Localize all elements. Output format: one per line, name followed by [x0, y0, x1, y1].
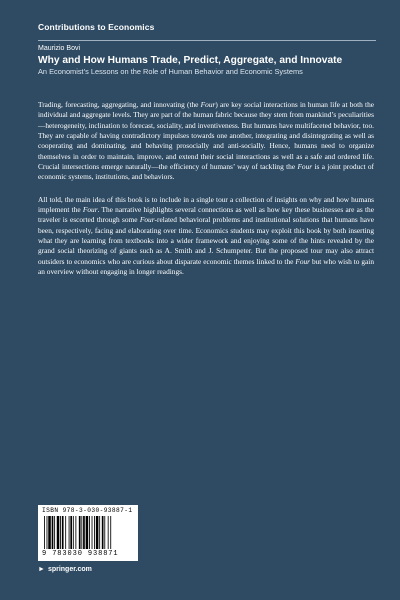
barcode-bar [69, 516, 70, 549]
barcode-bar [81, 516, 82, 549]
barcode-bar [110, 516, 111, 549]
italic-term: Four [82, 205, 98, 215]
barcode-bar [89, 516, 90, 549]
isbn-barcode [38, 505, 138, 561]
barcode-bar [73, 516, 74, 549]
italic-term: Four [139, 215, 155, 225]
barcode-bar [102, 516, 104, 549]
author-name: Maurizio Bovi [38, 45, 81, 52]
barcode-bar [62, 516, 64, 549]
barcode-bar [96, 516, 99, 549]
text-run: All told, the main idea of this book is to include in a single tour a collection of insights on why and how humans implement the [38, 194, 374, 215]
barcode-bar [92, 516, 93, 549]
barcode-bar [70, 516, 72, 549]
barcode-bar [104, 516, 105, 549]
book-meta [38, 44, 380, 77]
barcode-bar [44, 516, 45, 549]
text-run: . The narrative highlights several connections as well as how key these businesses are as the traveler is escorted through some [38, 205, 374, 225]
barcode-bar [60, 516, 61, 549]
text-run: Trading, forecasting, aggregating, and innovating (the [38, 100, 201, 109]
text-run: ) are key social interactions in human life at both the individual and aggregate levels. They are part of the human fabric because they stem from mankind’s peculiarities—heterogeneity, inclination to forecast, sociality, and inventiveness. But humans have multifaceted behavior, too. They are capable of having contradictory impulses towards one another, integrating and disintegrating as well as cooperating and dominating, and behaving prosocially and anti-socially. Hence, humans need to organize themselves in order to maintain, improve, and extend their social interactions as well as a safe and ordered life. Crucial intersections emerge naturally—the efficiency of humans’ way of tackling the [38, 100, 374, 172]
barcode-bar [79, 516, 81, 549]
italic-term: Four [200, 100, 216, 109]
publisher-url: springer.com [47, 566, 92, 573]
barcode-bar [57, 516, 60, 549]
isbn-digits: 9 783030 938871 [42, 550, 119, 558]
blurb-paragraph-1 [38, 100, 374, 183]
book-title: Why and How Humans Trade, Predict, Aggregate, and Innovate [38, 55, 343, 66]
blurb-paragraph-2 [38, 195, 374, 278]
barcode-bar [65, 516, 66, 549]
arrow-right-icon: ► [38, 566, 45, 573]
barcode-bar [52, 516, 54, 549]
blurb [38, 100, 374, 290]
series-header [38, 22, 380, 32]
publisher-link[interactable] [38, 566, 92, 573]
barcode-bar [99, 516, 100, 549]
barcode-bar [75, 516, 76, 549]
header-divider [38, 40, 376, 41]
barcode-bar [94, 516, 95, 549]
text-run: -related behavioral problems and institutional solutions that humans have been, respectively, facing and elaborating over time. Economics students may exploit this book by both inserting what they are learning from textbooks into a wider framework and enjoying some of the hints revealed by the grand social theorizing of giants such as A. Smith and J. Schumpeter. But the proposed tour may also attract outsiders to economics who are curious about disparate economic themes linked to the [38, 215, 374, 266]
italic-term: Four [295, 256, 311, 266]
text-run: is a joint product of economic systems, institutions, and behaviors. [38, 162, 374, 182]
barcode-bar [86, 516, 89, 549]
barcode-bars [44, 516, 132, 549]
barcode-bar [54, 516, 55, 549]
barcode-bar [108, 516, 109, 549]
series-name: Contributions to Economics [38, 22, 155, 32]
barcode-bar [47, 516, 48, 549]
barcode-bar [48, 516, 51, 549]
text-run: but who wish to gain an overview without engaging in longer readings. [38, 256, 374, 277]
book-subtitle: An Economist’s Lessons on the Role of Human Behavior and Economic Systems [38, 67, 303, 76]
isbn-label: ISBN 978-3-030-93887-1 [42, 507, 133, 514]
barcode-bar [83, 516, 85, 549]
italic-term: Four [297, 162, 313, 172]
